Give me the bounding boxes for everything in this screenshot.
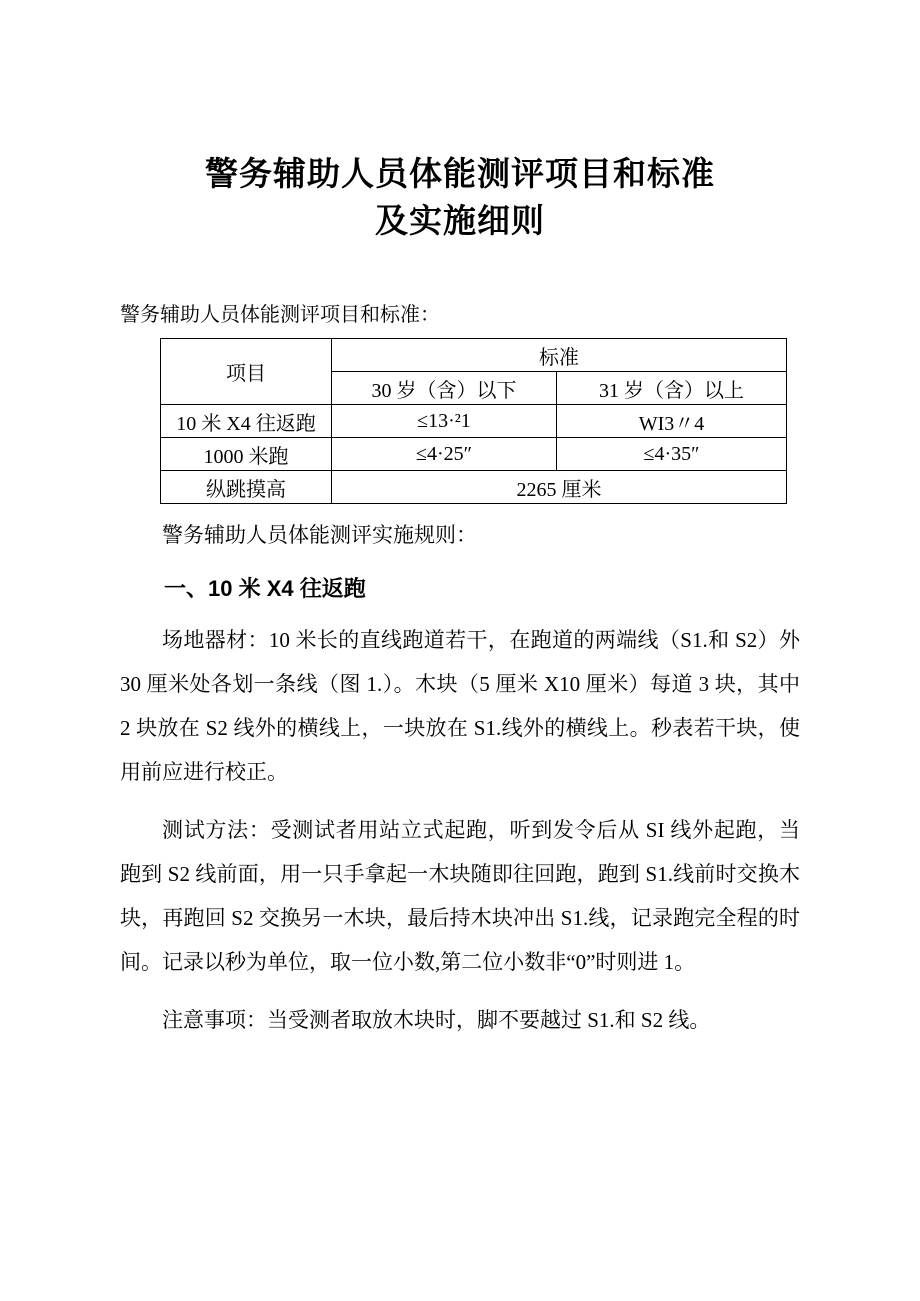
table-cell-under: ≤13·²1 bbox=[332, 405, 557, 438]
paragraph-notes: 注意事项：当受测者取放木块时，脚不要越过 S1.和 S2 线。 bbox=[162, 1008, 711, 1032]
section-heading-shuttle-run: 一、10 米 X4 往返跑 bbox=[164, 576, 366, 601]
table-header-row-1 bbox=[161, 339, 787, 372]
paragraph-venue-equipment: 场地器材：10 米长的直线跑道若干，在跑道的两端线（S1.和 S2）外 30 厘米处各划一条线（图 1.）。木块（5 厘米 X10 厘米）每道 3 块，其中 2 块放在 S2 线外的横线上，一块放在 S1.线外的横线上。秒表若干块，使用前应进行校正。 bbox=[120, 628, 800, 784]
table-cell-item: 1000 米跑 bbox=[161, 438, 332, 471]
table-cell-over: ≤4·35″ bbox=[557, 438, 787, 471]
table-row-vertical-jump bbox=[161, 471, 787, 504]
table-cell-item: 10 米 X4 往返跑 bbox=[161, 405, 332, 438]
table-row-1000m-run bbox=[161, 438, 787, 471]
table-header-item: 项目 bbox=[161, 339, 332, 405]
table-cell-value: 2265 厘米 bbox=[332, 471, 787, 504]
table-row-shuttle-run bbox=[161, 405, 787, 438]
table-header-age-over: 31 岁（含）以上 bbox=[557, 372, 787, 405]
table-cell-over: WI3〃4 bbox=[557, 405, 787, 438]
document-title-line2: 及实施细则 bbox=[375, 202, 545, 239]
table-cell-item: 纵跳摸高 bbox=[161, 471, 332, 504]
table-caption: 警务辅助人员体能测评项目和标准： bbox=[120, 304, 440, 326]
rules-intro: 警务辅助人员体能测评实施规则： bbox=[162, 523, 477, 547]
table-cell-under: ≤4·25″ bbox=[332, 438, 557, 471]
document-title bbox=[120, 150, 800, 244]
table-header-standard: 标准 bbox=[332, 339, 787, 372]
paragraph-test-method: 测试方法：受测试者用站立式起跑，听到发令后从 SI 线外起跑，当跑到 S2 线前面，用一只手拿起一木块随即往回跑，跑到 S1.线前时交换木块，再跑回 S2 交换另一木块，最后持木块冲出 S1.线，记录跑完全程的时间。记录以秒为单位，取一位小数,第二位小数非“0”时则进 1。 bbox=[120, 818, 800, 974]
standards-table bbox=[160, 338, 787, 504]
document-title-line1: 警务辅助人员体能测评项目和标准 bbox=[205, 155, 715, 192]
table-header-age-under: 30 岁（含）以下 bbox=[332, 372, 557, 405]
